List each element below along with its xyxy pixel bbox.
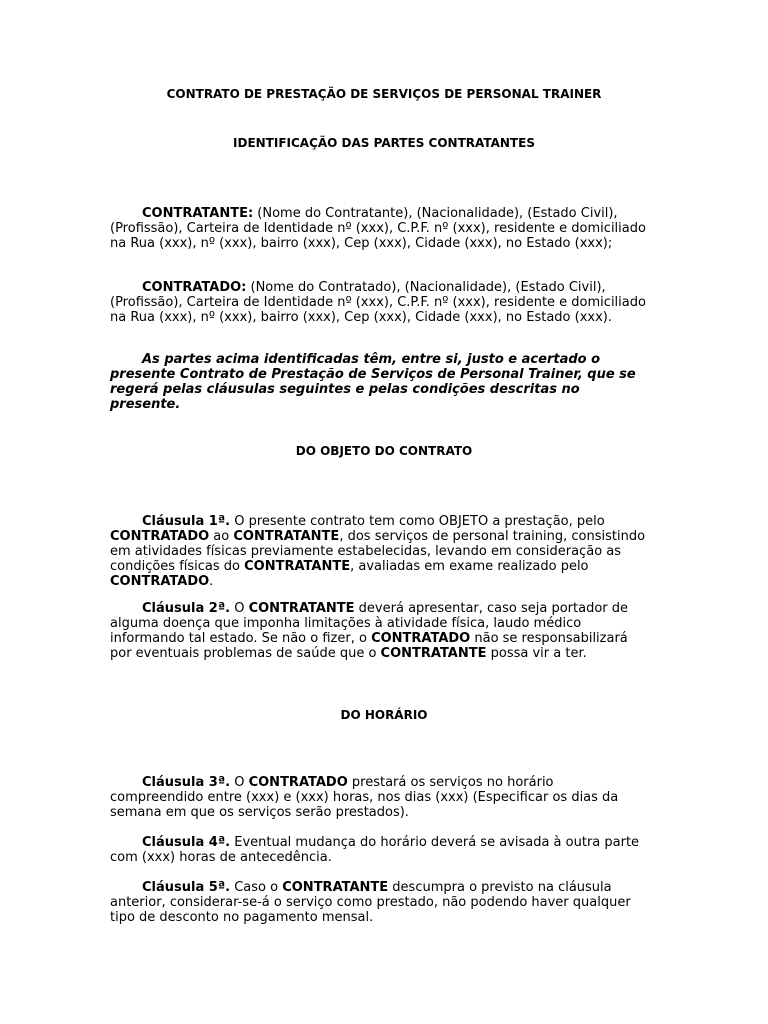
- section-heading-identificacao: IDENTIFICAÇÃO DAS PARTES CONTRATANTES: [233, 136, 535, 150]
- clausula-2-bold: CONTRATANTE: [248, 601, 355, 616]
- contratado-label: CONTRATADO:: [142, 280, 247, 295]
- clausula-1-bold: CONTRATADO: [110, 574, 210, 589]
- clausula-1-bold: CONTRATANTE: [233, 529, 340, 544]
- clausula-2-label: Cláusula 2ª.: [142, 601, 231, 616]
- clausula-3-bold: CONTRATADO: [248, 775, 348, 790]
- paragraph-contratante: [110, 206, 650, 251]
- contratante-text: (Nome do Contratante), (Nacionalidade), (Estado Civil), (Profissão), Carteira de Identidade nº (xxx), C.P.F. nº (xxx), residente e domiciliado na Rua (xxx), nº (xxx), bairro (xxx), Cep (xxx), Cidade (xxx), no Estado (xxx);: [110, 206, 646, 251]
- paragraph-clausula-2: [110, 601, 650, 661]
- clausula-1-text: , dos serviços de personal training, consistindo em atividades físicas previamente estabelecidas, levando em consideração as condições físicas do: [110, 529, 646, 574]
- clausula-5-label: Cláusula 5ª.: [142, 880, 231, 895]
- clausula-1-text: .: [209, 574, 214, 589]
- clausula-4-text: Eventual mudança do horário deverá se avisada à outra parte com (xxx) horas de antecedência.: [110, 835, 640, 865]
- clausula-1-bold: CONTRATANTE: [244, 559, 351, 574]
- paragraph-clausula-5: [110, 880, 650, 925]
- clausula-2-text: possa vir a ter.: [486, 646, 587, 661]
- clausula-5-text: Caso o: [230, 880, 283, 895]
- clausula-5-text: descumpra o previsto na cláusula anterior, considerar-se-á o serviço como prestado, não podendo haver qualquer tipo de desconto no pagamento mensal.: [110, 880, 631, 925]
- clausula-2-bold: CONTRATANTE: [380, 646, 487, 661]
- clausula-4-label: Cláusula 4ª.: [142, 835, 231, 850]
- paragraph-clausula-3: [110, 775, 650, 820]
- paragraph-acordo: [110, 352, 650, 412]
- clausula-2-text: deverá apresentar, caso seja portador de alguma doença que imponha limitações à atividade física, laudo médico informando tal estado. Se não o fizer, o: [110, 601, 629, 646]
- document-title: CONTRATO DE PRESTAÇÃO DE SERVIÇOS DE PERSONAL TRAINER: [166, 87, 602, 101]
- paragraph-contratado: [110, 280, 650, 325]
- section-heading-horario: DO HORÁRIO: [340, 708, 428, 722]
- clausula-1-text: O presente contrato tem como OBJETO a prestação, pelo: [230, 514, 605, 529]
- acordo-text: As partes acima identificadas têm, entre si, justo e acertado o presente Contrato de Prestação de Serviços de Personal Trainer, que se regerá pelas cláusulas seguintes e pelas condições descritas no presente.: [110, 352, 636, 412]
- clausula-3-text: prestará os serviços no horário compreendido entre (xxx) e (xxx) horas, nos dias (xxx) (Especificar os dias da semana em que os serviços serão prestados).: [110, 775, 619, 820]
- paragraph-clausula-1: [110, 514, 650, 589]
- clausula-2-bold: CONTRATADO: [371, 631, 471, 646]
- clausula-1-label: Cláusula 1ª.: [142, 514, 231, 529]
- contratante-label: CONTRATANTE:: [142, 206, 254, 221]
- clausula-5-bold: CONTRATANTE: [282, 880, 389, 895]
- clausula-1-bold: CONTRATADO: [110, 529, 210, 544]
- section-heading-objeto: DO OBJETO DO CONTRATO: [295, 444, 473, 458]
- contratado-text: (Nome do Contratado), (Nacionalidade), (Estado Civil), (Profissão), Carteira de Identidade nº (xxx), C.P.F. nº (xxx), residente e domiciliado na Rua (xxx), nº (xxx), bairro (xxx), Cep (xxx), Cidade (xxx), no Estado (xxx).: [110, 280, 646, 325]
- clausula-1-text: , avaliadas em exame realizado pelo: [350, 559, 589, 574]
- clausula-3-text: O: [230, 775, 249, 790]
- clausula-2-text: O: [230, 601, 249, 616]
- paragraph-clausula-4: [110, 835, 650, 865]
- clausula-1-text: ao: [209, 529, 234, 544]
- clausula-2-text: não se responsabilizará por eventuais problemas de saúde que o: [110, 631, 628, 661]
- clausula-3-label: Cláusula 3ª.: [142, 775, 231, 790]
